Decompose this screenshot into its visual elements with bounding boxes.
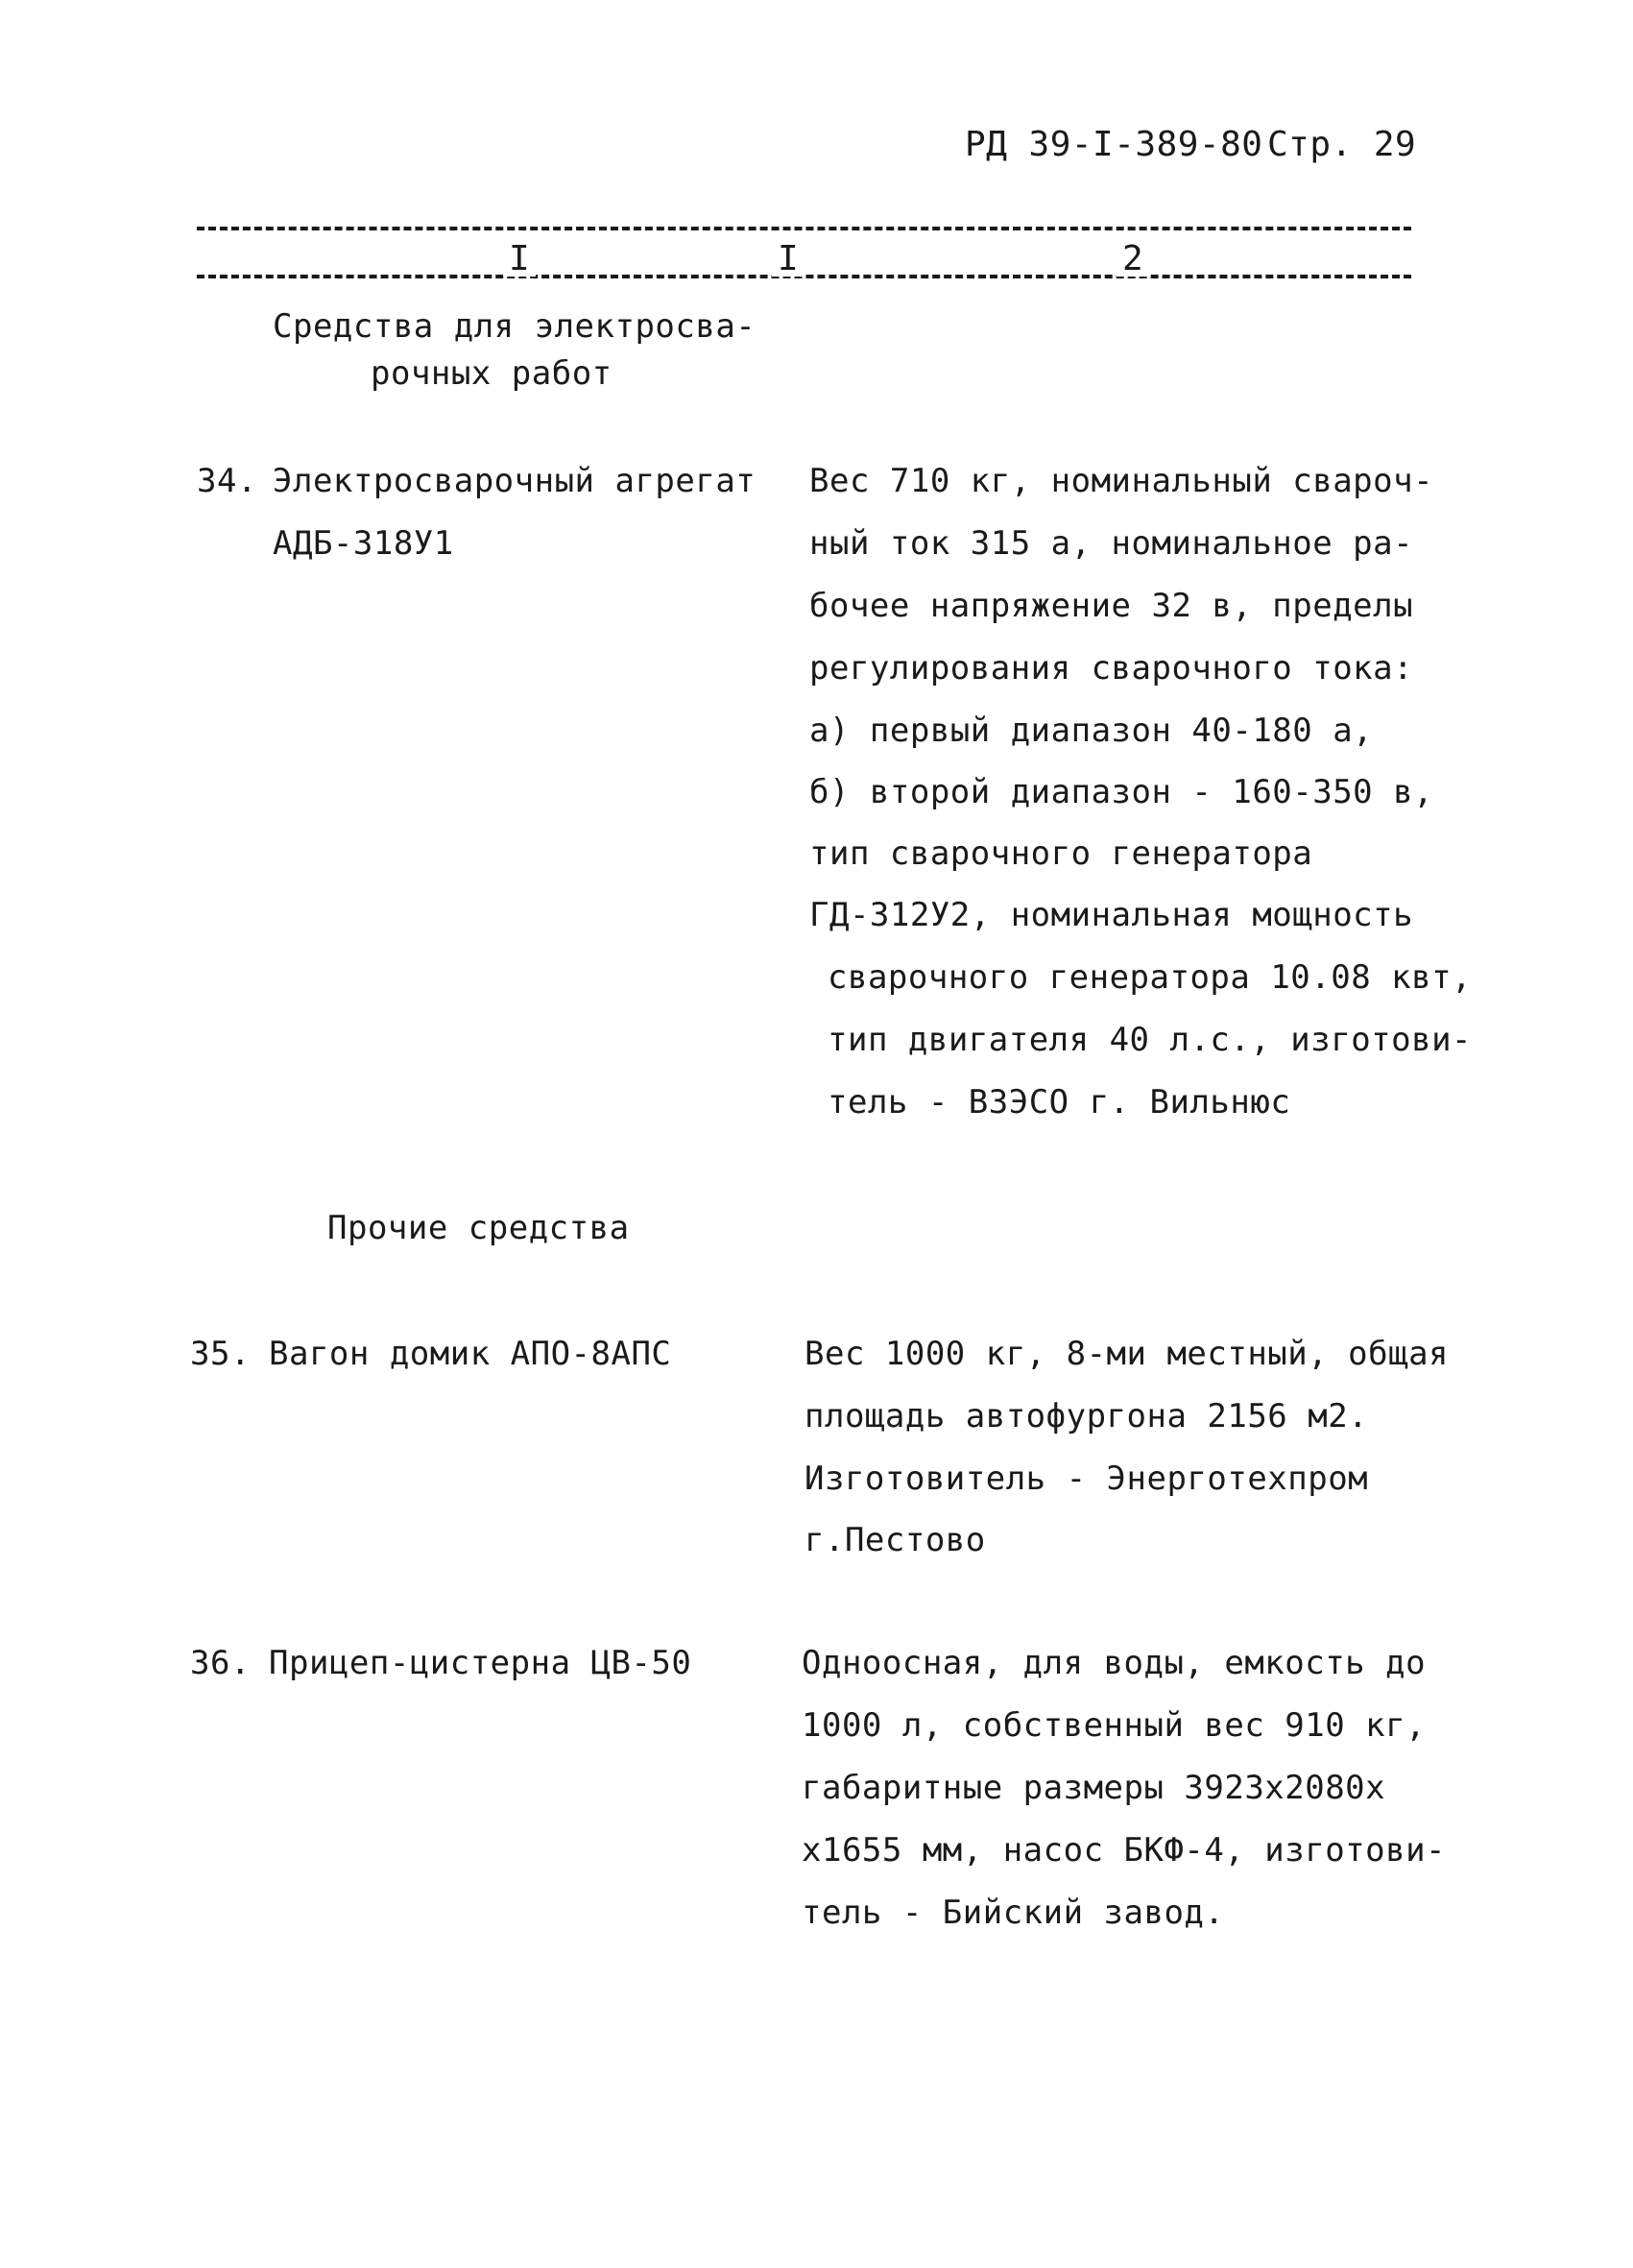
section-title-welding-line1: Средства для электросва- (273, 307, 756, 346)
item-description-line: габаритные размеры 3923х2080х (802, 1769, 1386, 1807)
item-number: 35. (190, 1335, 251, 1373)
document-code: РД 39-I-389-80 (965, 125, 1263, 164)
item-description-line: ный ток 315 а, номинальное ра- (809, 524, 1414, 563)
item-description-line: бочее напряжение 32 в, пределы (809, 587, 1414, 625)
item-description-line: тель - ВЗЭСО г. Вильнюс (828, 1083, 1291, 1122)
column-separator: I (772, 242, 804, 277)
item-number: 34. (197, 462, 257, 500)
item-description-line: тип сварочного генератора (809, 834, 1313, 873)
item-description-line: сварочного генератора 10.08 квт, (828, 958, 1473, 997)
section-title-welding-line2: рочных работ (371, 354, 612, 393)
section-title-other: Прочие средства (327, 1209, 630, 1247)
table-header-top-rule (197, 227, 1411, 230)
item-description-line: а) первый диапазон 40-180 а, (809, 712, 1374, 750)
item-description-line: х1655 мм, насос БКФ-4, изготови- (802, 1831, 1447, 1870)
item-name-line: Электросварочный агрегат (273, 462, 756, 500)
item-description-line: 1000 л, собственный вес 910 кг, (802, 1706, 1427, 1745)
column-2-number: 2 (1117, 242, 1149, 277)
item-name-line: Прицеп-цистерна ЦВ-50 (269, 1644, 692, 1682)
item-description-line: Изготовитель - Энерготехпром (804, 1460, 1369, 1498)
item-description-line: площадь автофургона 2156 м2. (804, 1397, 1369, 1436)
item-description-line: г.Пестово (804, 1521, 986, 1559)
page-number: Стр. 29 (1267, 125, 1417, 164)
item-name-line: Вагон домик АПО-8АПС (269, 1335, 672, 1373)
item-name-line: АДБ-318У1 (273, 524, 454, 563)
item-description-line: тип двигателя 40 л.с., изготови- (828, 1021, 1473, 1059)
item-description-line: регулирования сварочного тока: (809, 649, 1414, 688)
item-description-line: Вес 710 кг, номинальный свароч- (809, 462, 1434, 500)
column-1-number: I (503, 242, 536, 277)
item-number: 36. (190, 1644, 251, 1682)
item-description-line: ГД-312У2, номинальная мощность (809, 896, 1414, 934)
item-description-line: тель - Бийский завод. (802, 1894, 1225, 1932)
item-description-line: Вес 1000 кг, 8-ми местный, общая (804, 1335, 1450, 1373)
item-description-line: б) второй диапазон - 160-350 в, (809, 773, 1434, 811)
item-description-line: Одноосная, для воды, емкость до (802, 1644, 1427, 1682)
